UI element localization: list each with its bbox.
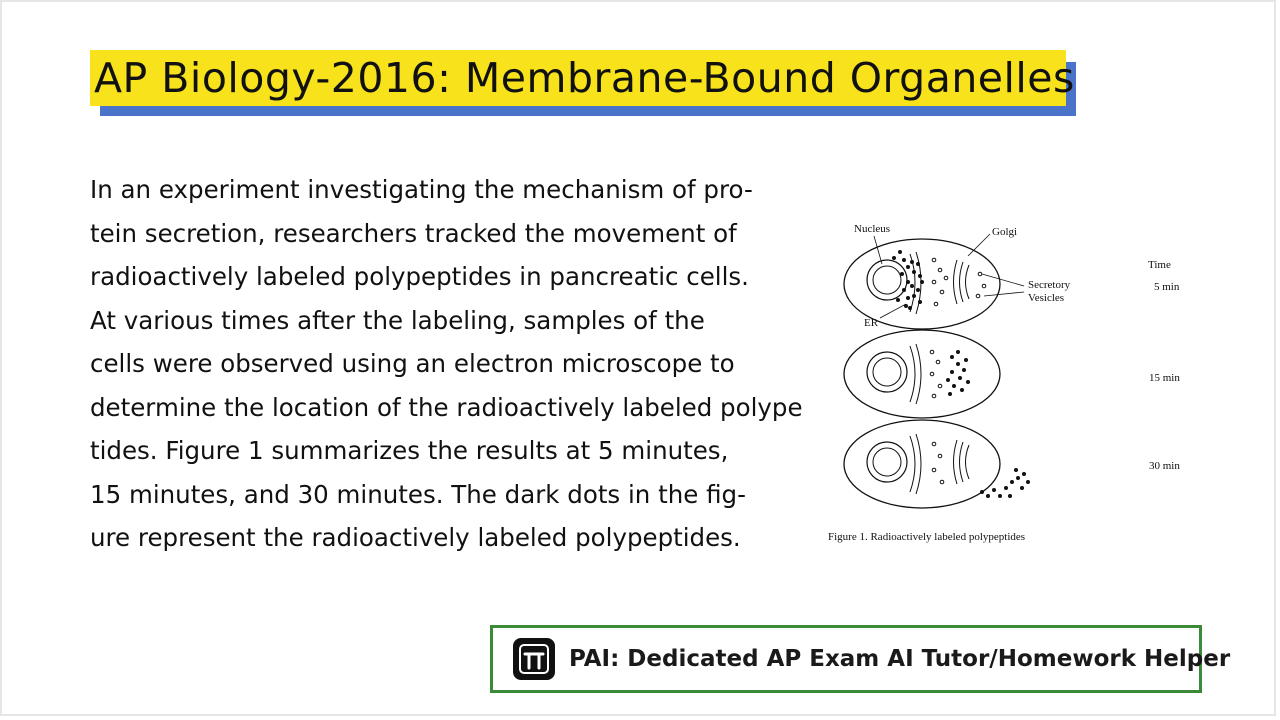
label-leaders — [874, 234, 1024, 318]
er-label: ER — [864, 317, 879, 329]
paragraph-line: 15 minutes, and 30 minutes. The dark dots in the fig- — [90, 479, 746, 509]
paragraph-line: In an experiment investigating the mechanism of pro- — [90, 175, 753, 204]
cell-15-min — [844, 330, 1000, 418]
cell-5-min — [844, 239, 1000, 329]
pi-icon — [513, 638, 555, 680]
time-label: 15 min — [1149, 372, 1180, 384]
paragraph-line: radioactively labeled polypeptides in pancreatic cells. — [90, 262, 749, 291]
paragraph-line: cells were observed using an electron microscope to — [90, 349, 735, 378]
secretory-label: Secretory — [1028, 279, 1071, 291]
paragraph-line: determine the location of the radioactively labeled polype — [90, 392, 803, 422]
time-label: 5 min — [1154, 281, 1180, 293]
time-header: Time — [1148, 259, 1171, 271]
paragraph-line: tides. Figure 1 summarizes the results at 5 minutes, — [90, 436, 729, 465]
nucleus-label: Nucleus — [854, 223, 891, 235]
vesicles-label: Vesicles — [1028, 292, 1065, 304]
question-paragraph — [90, 168, 830, 560]
promo-text: PAI: Dedicated AP Exam AI Tutor/Homework Helper — [569, 646, 1231, 672]
cell-30-min — [844, 420, 1030, 508]
tutor-promo-banner[interactable] — [490, 625, 1231, 693]
paragraph-line: ure represent the radioactively labeled polypeptides. — [90, 523, 741, 552]
paragraph-line: At various times after the labeling, samples of the — [90, 305, 705, 335]
time-label: 30 min — [1149, 460, 1180, 472]
paragraph-line: tein secretion, researchers tracked the movement of — [90, 218, 737, 248]
golgi-label: Golgi — [992, 226, 1018, 238]
title-banner — [90, 50, 1075, 106]
page-title: AP Biology-2016: Membrane-Bound Organelles — [94, 54, 1075, 102]
figure-caption: Figure 1. Radioactively labeled polypeptides — [828, 531, 1026, 543]
cell-secretion-figure — [822, 212, 1194, 552]
